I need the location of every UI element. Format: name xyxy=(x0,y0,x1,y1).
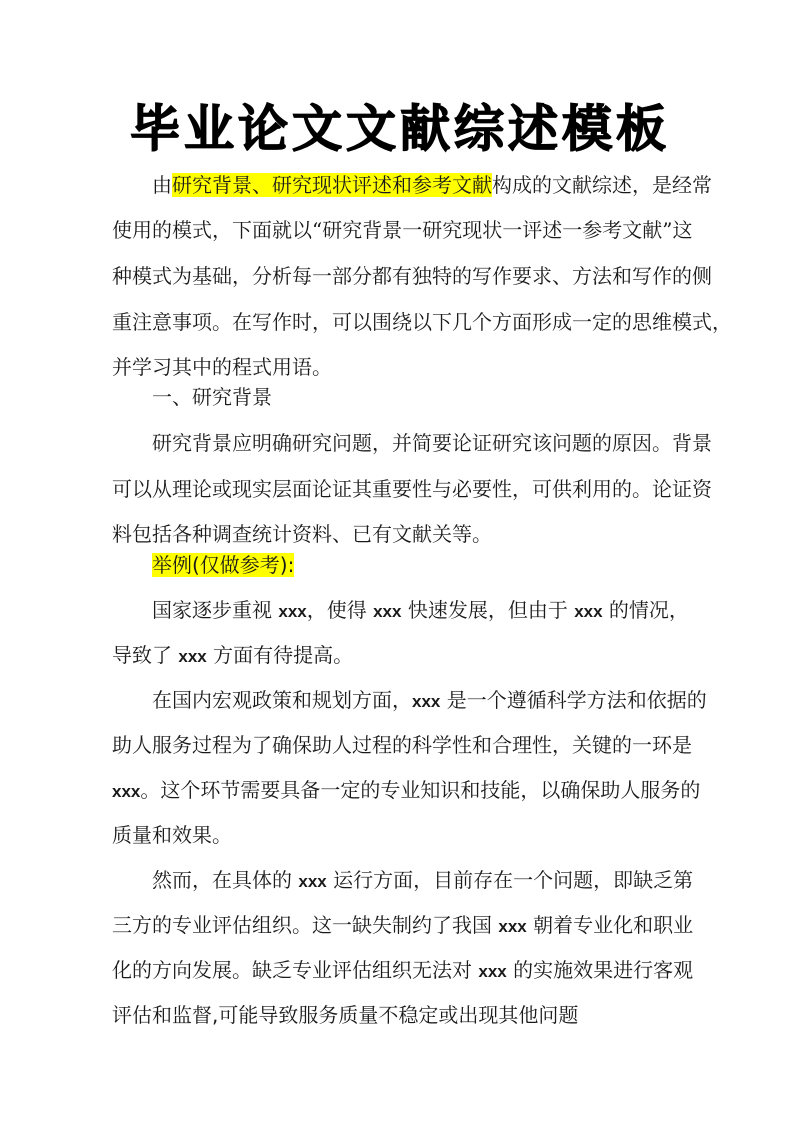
intro-line-2: 使用的模式，下面就以“研究背景一研究现状一评述一参考文献”这 xyxy=(112,218,693,242)
intro-line-1 xyxy=(152,170,752,200)
example-p1-line-1 xyxy=(152,595,752,627)
intro-line-5: 并学习其中的程式用语。 xyxy=(112,355,332,379)
placeholder-xxx: xxx xyxy=(478,962,507,981)
text: 导致了 xyxy=(112,643,179,667)
text: 然而，在具体的 xyxy=(152,868,299,892)
example-p3-line-2 xyxy=(112,910,712,942)
example-p2-line-1 xyxy=(152,685,752,717)
placeholder-xxx: xxx xyxy=(373,602,402,621)
placeholder-xxx: xxx xyxy=(112,782,141,801)
highlighted-text: 研究背景、研究现状评述和参考文献 xyxy=(172,173,492,197)
section1-line-1: 研究背景应明确研究问题，并简要论证研究该问题的原因。背景 xyxy=(152,431,712,455)
example-p1-line-2 xyxy=(112,640,712,672)
text: 的情况， xyxy=(602,598,689,622)
text: 快速发展，但由于 xyxy=(401,598,575,622)
text: 运行方面，目前存在一个问题，即缺乏第 xyxy=(326,868,694,892)
example-p2-line-4: 质量和效果。 xyxy=(112,823,232,847)
document-title: 毕业论文文献综述模板 xyxy=(130,100,670,158)
intro-suffix: 构成的文献综述，是经常 xyxy=(492,173,712,197)
text: 的实施效果进行客观 xyxy=(506,958,694,982)
placeholder-xxx: xxx xyxy=(574,602,603,621)
text: 方面有待提高。 xyxy=(206,643,354,667)
section1-line-2: 可以从理论或现实层面论证其重要性与必要性，可供利用的。论证资 xyxy=(112,477,712,501)
text: 三方的专业评估组织。这一缺失制约了我国 xyxy=(112,913,499,937)
text: 国家逐步重视 xyxy=(152,598,279,622)
intro-line-4: 重注意事项。在写作时，可以围绕以下几个方面形成一定的思维模式， xyxy=(112,310,732,334)
text: 化的方向发展。缺乏专业评估组织无法对 xyxy=(112,958,479,982)
placeholder-xxx: xxx xyxy=(178,647,207,666)
example-label xyxy=(152,550,752,580)
placeholder-xxx: xxx xyxy=(298,872,327,891)
text: 朝着专业化和职业 xyxy=(526,913,694,937)
example-label-text: 举例(仅做参考): xyxy=(152,553,295,577)
placeholder-xxx: xxx xyxy=(412,692,441,711)
text: 是一个遵循科学方法和依据的 xyxy=(440,688,707,712)
text: ，使得 xyxy=(306,598,374,622)
section1-line-3: 料包括各种调查统计资料、已有文献关等。 xyxy=(112,522,492,546)
placeholder-xxx: xxx xyxy=(278,602,307,621)
placeholder-xxx: xxx xyxy=(498,917,527,936)
section-heading: 一、研究背景 xyxy=(152,385,272,409)
example-p2-line-2: 助人服务过程为了确保助人过程的科学性和合理性，关键的一环是 xyxy=(112,733,692,757)
text: 。这个环节需要具备一定的专业知识和技能，以确保助人服务的 xyxy=(140,778,701,802)
example-p3-line-3 xyxy=(112,955,712,987)
example-p2-line-3 xyxy=(112,775,712,807)
intro-prefix: 由 xyxy=(152,173,172,197)
intro-line-3: 种模式为基础，分析每一部分都有独特的写作要求、方法和写作的侧 xyxy=(112,264,712,288)
example-p3-line-1 xyxy=(152,865,752,897)
text: 在国内宏观政策和规划方面， xyxy=(152,688,412,712)
example-p3-line-4: 评估和监督,可能导致服务质量不稳定或出现其他问题 xyxy=(112,1003,579,1027)
